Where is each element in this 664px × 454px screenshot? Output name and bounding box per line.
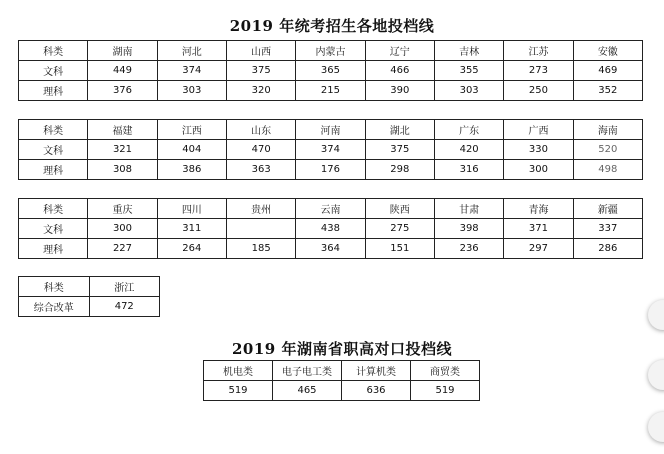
score-cell: 300 <box>504 160 573 180</box>
province-cell: 新疆 <box>573 199 642 219</box>
province-cell: 青海 <box>504 199 573 219</box>
province-cell: 广西 <box>504 120 573 140</box>
score-cell: 298 <box>365 160 434 180</box>
score-table-zhejiang <box>18 276 160 317</box>
score-cell: 374 <box>157 61 226 81</box>
table-header-row <box>19 199 643 219</box>
score-cell: 365 <box>296 61 365 81</box>
vocational-table <box>203 360 480 401</box>
province-cell: 甘肃 <box>434 199 503 219</box>
main-title: 2019 年统考招生各地投档线 <box>229 17 435 35</box>
score-cell: 420 <box>434 140 503 160</box>
score-table-3 <box>18 198 643 259</box>
category-header: 科类 <box>19 120 88 140</box>
score-cell: 185 <box>226 239 295 259</box>
province-cell: 重庆 <box>88 199 157 219</box>
score-row <box>204 381 480 401</box>
arts-label: 文科 <box>19 219 88 239</box>
science-label: 理科 <box>19 160 88 180</box>
score-cell: 303 <box>157 81 226 101</box>
score-cell: 320 <box>226 81 295 101</box>
score-cell: 519 <box>411 381 480 401</box>
province-cell: 湖北 <box>365 120 434 140</box>
score-cell: 390 <box>365 81 434 101</box>
arts-label: 文科 <box>19 140 88 160</box>
score-cell: 215 <box>296 81 365 101</box>
province-cell: 安徽 <box>573 41 642 61</box>
score-cell: 465 <box>273 381 342 401</box>
score-cell: 519 <box>204 381 273 401</box>
score-cell: 316 <box>434 160 503 180</box>
score-cell: 375 <box>365 140 434 160</box>
score-cell: 364 <box>296 239 365 259</box>
science-label: 理科 <box>19 81 88 101</box>
score-cell <box>226 219 295 239</box>
score-cell: 311 <box>157 219 226 239</box>
score-cell: 520 <box>573 140 642 160</box>
score-cell: 374 <box>296 140 365 160</box>
score-cell: 636 <box>342 381 411 401</box>
score-cell: 470 <box>226 140 295 160</box>
score-cell: 375 <box>226 61 295 81</box>
science-row <box>19 81 643 101</box>
score-cell: 227 <box>88 239 157 259</box>
province-cell: 山西 <box>226 41 295 61</box>
table-header-row <box>19 41 643 61</box>
score-cell: 404 <box>157 140 226 160</box>
score-cell: 275 <box>365 219 434 239</box>
province-cell: 内蒙古 <box>296 41 365 61</box>
science-row <box>19 239 643 259</box>
science-label: 理科 <box>19 239 88 259</box>
province-cell: 湖南 <box>88 41 157 61</box>
table-header-row <box>19 120 643 140</box>
score-cell: 176 <box>296 160 365 180</box>
province-cell: 河南 <box>296 120 365 140</box>
score-cell: 363 <box>226 160 295 180</box>
score-cell: 264 <box>157 239 226 259</box>
discipline-cell: 计算机类 <box>342 361 411 381</box>
score-cell: 472 <box>89 297 160 317</box>
floating-side-button[interactable] <box>648 300 664 330</box>
comprehensive-row <box>19 297 160 317</box>
discipline-cell: 电子电工类 <box>273 361 342 381</box>
table-header-row <box>204 361 480 381</box>
arts-row <box>19 219 643 239</box>
score-cell: 250 <box>504 81 573 101</box>
province-cell: 辽宁 <box>365 41 434 61</box>
score-table-1 <box>18 40 643 101</box>
score-cell: 236 <box>434 239 503 259</box>
arts-label: 文科 <box>19 61 88 81</box>
score-cell: 330 <box>504 140 573 160</box>
science-row <box>19 160 643 180</box>
province-cell: 吉林 <box>434 41 503 61</box>
score-cell: 466 <box>365 61 434 81</box>
province-cell: 贵州 <box>226 199 295 219</box>
score-cell: 303 <box>434 81 503 101</box>
score-cell: 352 <box>573 81 642 101</box>
province-cell: 广东 <box>434 120 503 140</box>
province-cell: 云南 <box>296 199 365 219</box>
score-cell: 438 <box>296 219 365 239</box>
score-cell: 449 <box>88 61 157 81</box>
score-cell: 398 <box>434 219 503 239</box>
arts-row <box>19 140 643 160</box>
discipline-cell: 商贸类 <box>411 361 480 381</box>
score-cell: 376 <box>88 81 157 101</box>
province-cell: 四川 <box>157 199 226 219</box>
score-cell: 498 <box>573 160 642 180</box>
vocational-title: 2019 年湖南省职高对口投档线 <box>232 340 452 358</box>
province-cell: 江西 <box>157 120 226 140</box>
floating-side-button[interactable] <box>648 412 664 442</box>
province-cell: 福建 <box>88 120 157 140</box>
score-cell: 321 <box>88 140 157 160</box>
score-cell: 308 <box>88 160 157 180</box>
province-cell: 山东 <box>226 120 295 140</box>
arts-row <box>19 61 643 81</box>
table-header-row <box>19 277 160 297</box>
score-cell: 386 <box>157 160 226 180</box>
category-header: 科类 <box>19 277 90 297</box>
score-cell: 371 <box>504 219 573 239</box>
score-cell: 273 <box>504 61 573 81</box>
category-header: 科类 <box>19 199 88 219</box>
province-cell: 浙江 <box>89 277 160 297</box>
score-cell: 286 <box>573 239 642 259</box>
province-cell: 江苏 <box>504 41 573 61</box>
discipline-cell: 机电类 <box>204 361 273 381</box>
score-cell: 151 <box>365 239 434 259</box>
province-cell: 海南 <box>573 120 642 140</box>
province-cell: 陕西 <box>365 199 434 219</box>
comprehensive-label: 综合改革 <box>19 297 90 317</box>
score-cell: 300 <box>88 219 157 239</box>
score-cell: 297 <box>504 239 573 259</box>
score-cell: 355 <box>434 61 503 81</box>
province-cell: 河北 <box>157 41 226 61</box>
score-table-2 <box>18 119 643 180</box>
score-cell: 469 <box>573 61 642 81</box>
floating-side-button[interactable] <box>648 360 664 390</box>
category-header: 科类 <box>19 41 88 61</box>
score-cell: 337 <box>573 219 642 239</box>
